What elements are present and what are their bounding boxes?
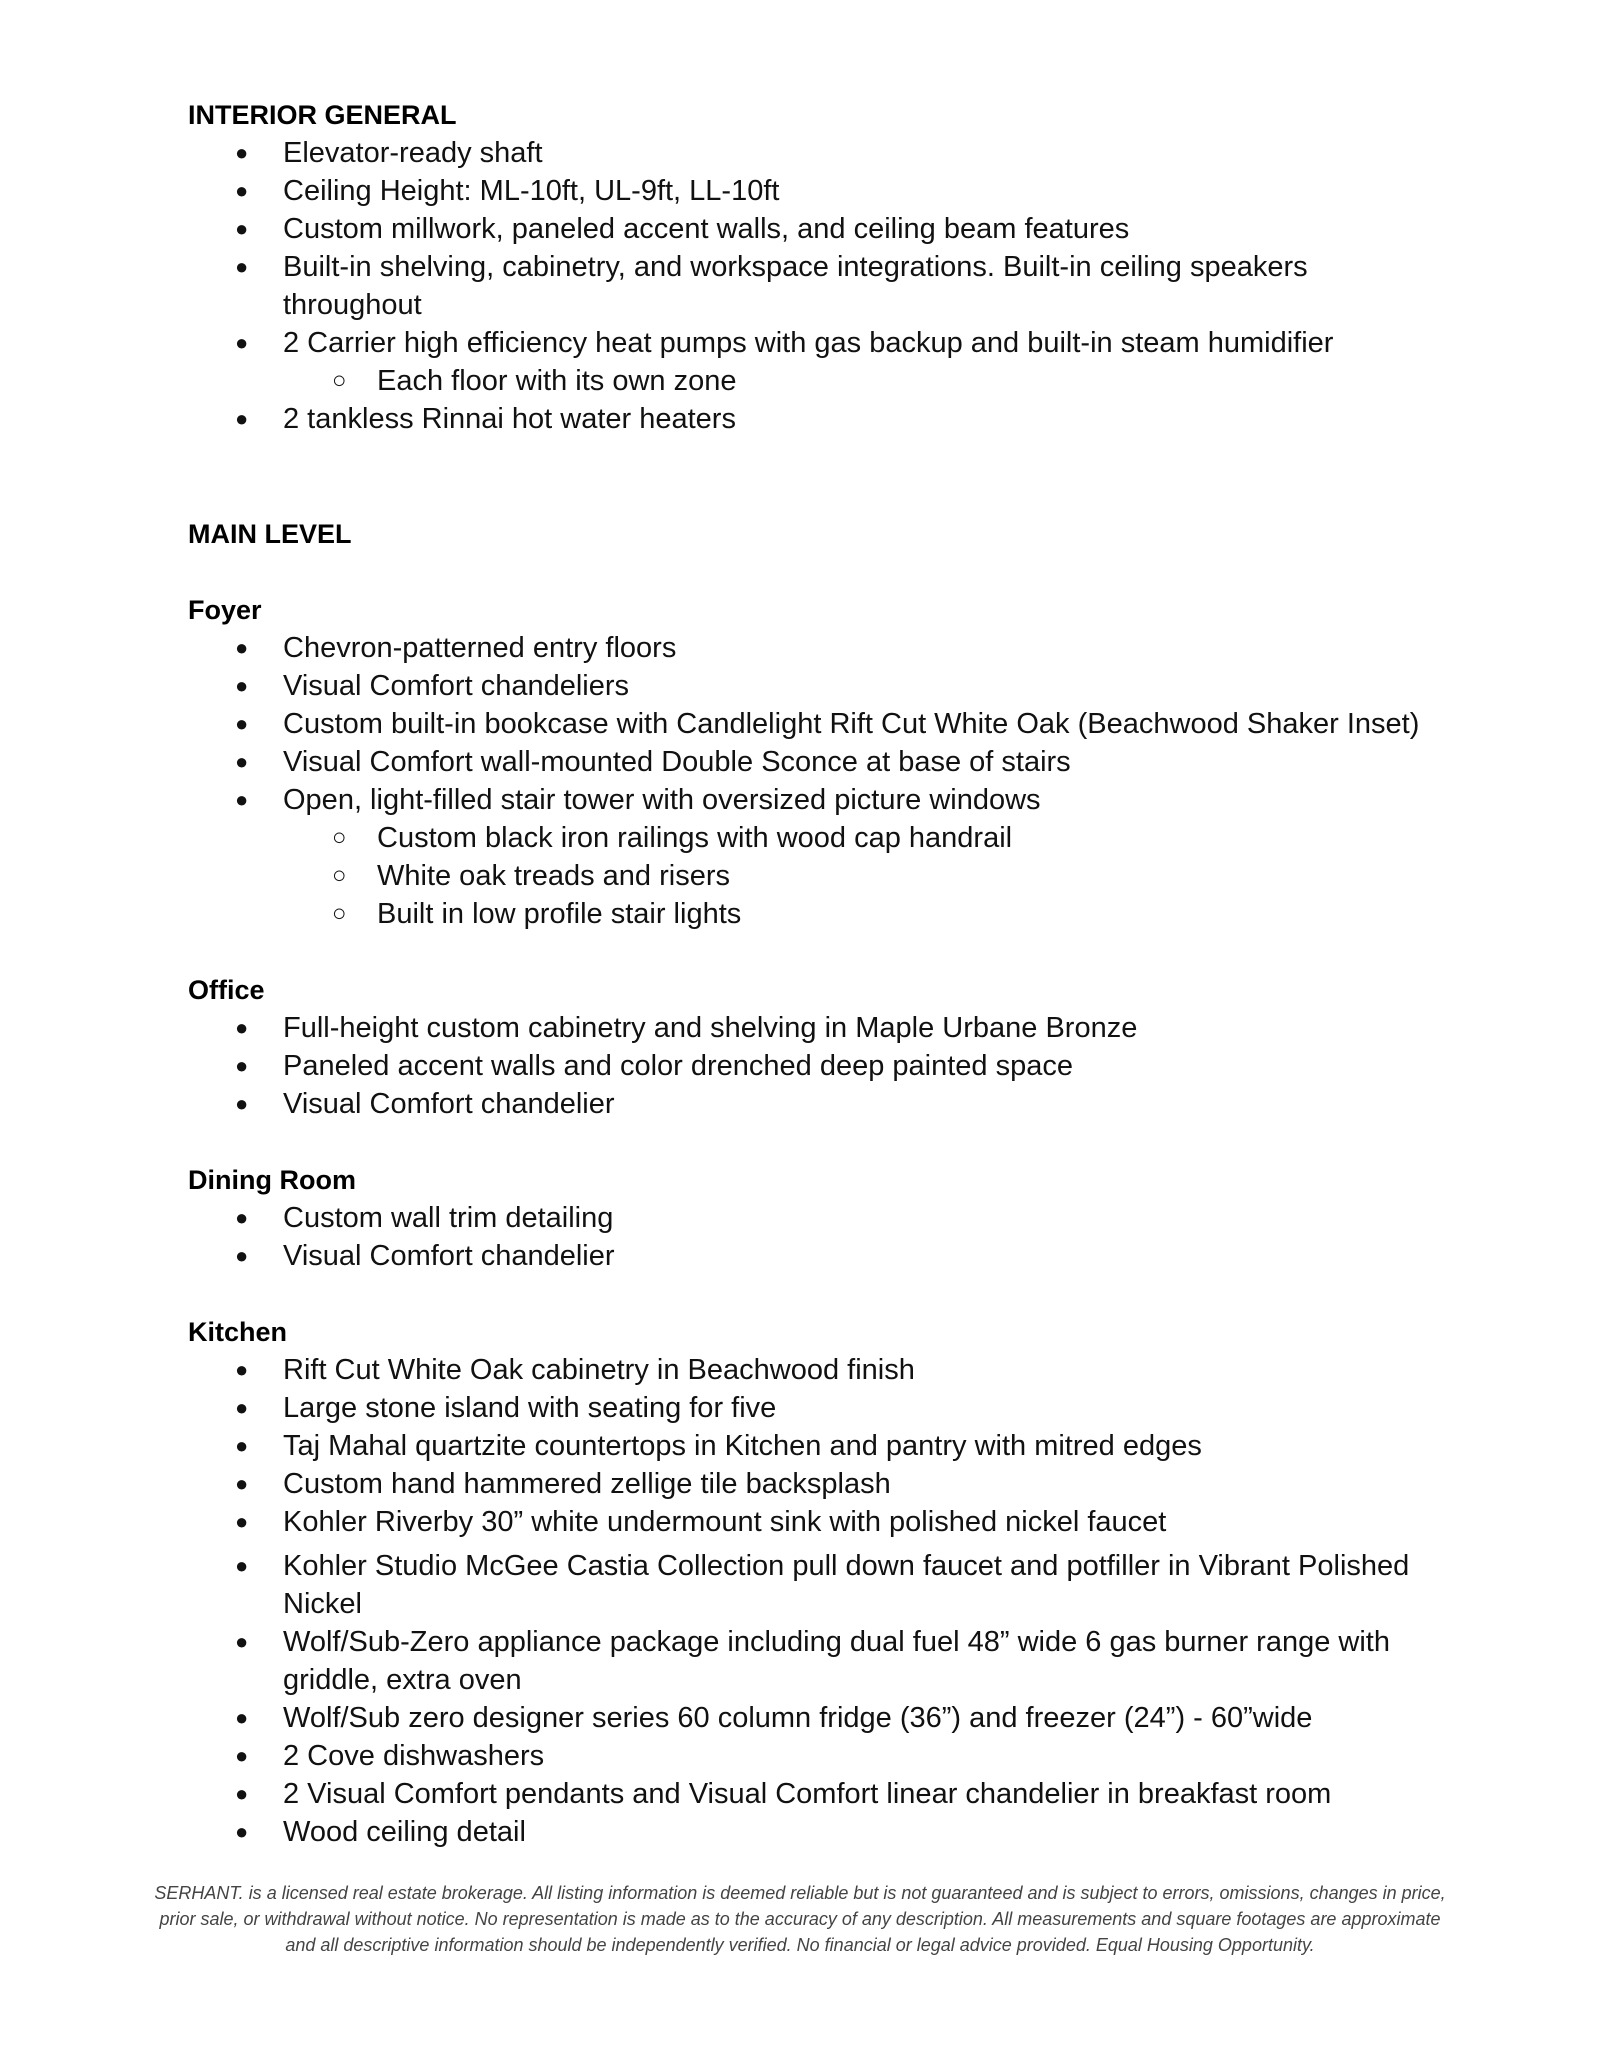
list-item: ● 2 Carrier high efficiency heat pumps with gas backup and built-in steam humidifier [283,324,1433,362]
list-item: ● Rift Cut White Oak cabinetry in Beachwood finish [283,1351,1433,1389]
list-item: ● Taj Mahal quartzite countertops in Kitchen and pantry with mitred edges [283,1427,1433,1465]
list-item: ● Custom built-in bookcase with Candlelight Rift Cut White Oak (Beachwood Shaker Inset) [283,705,1433,743]
bullet-icon: ● [235,254,249,279]
subsection-heading-dining-room: Dining Room [188,1165,356,1195]
list-item: ● Kohler Studio McGee Castia Collection pull down faucet and potfiller in Vibrant Polished Nickel [283,1547,1433,1623]
bullet-icon: ● [235,673,249,698]
list-item: ● 2 Cove dishwashers [283,1737,1433,1775]
sub-bullet-icon: ○ [332,367,347,394]
list-item: ● Full-height custom cabinetry and shelving in Maple Urbane Bronze [283,1009,1433,1047]
list-item: ● 2 tankless Rinnai hot water heaters [283,400,1433,438]
bullet-icon: ● [235,140,249,165]
bullet-icon: ● [235,787,249,812]
list-item: ● Kohler Riverby 30” white undermount sink with polished nickel faucet [283,1503,1433,1541]
bullet-icon: ● [235,711,249,736]
bullet-icon: ● [235,1629,249,1654]
bullet-icon: ● [235,1509,249,1534]
bullet-icon: ● [235,406,249,431]
bullet-icon: ● [235,1819,249,1844]
sub-bullet-icon: ○ [332,862,347,889]
bullet-icon: ● [235,635,249,660]
bullet-icon: ● [235,1091,249,1116]
bullet-icon: ● [235,1357,249,1382]
bullet-icon: ● [235,1243,249,1268]
bullet-icon: ● [235,1553,249,1578]
section-heading-interior-general: INTERIOR GENERAL [188,100,457,130]
bullet-icon: ● [235,1471,249,1496]
list-item: ● Ceiling Height: ML-10ft, UL-9ft, LL-10ft [283,172,1433,210]
sub-bullet-icon: ○ [332,900,347,927]
bullet-icon: ● [235,1705,249,1730]
bullet-icon: ● [235,216,249,241]
list-item: ● Visual Comfort chandelier [283,1237,1433,1275]
list-item: ● Wolf/Sub zero designer series 60 column fridge (36”) and freezer (24”) - 60”wide [283,1699,1433,1737]
list-item: ● Visual Comfort wall-mounted Double Sconce at base of stairs [283,743,1433,781]
bullet-icon: ● [235,1015,249,1040]
bullet-icon: ● [235,1433,249,1458]
legal-disclaimer: SERHANT. is a licensed real estate brokerage. All listing information is deemed reliable but is not guaranteed and is subject to errors, omissions, changes in price, prior sale, or withdrawal without notice. No representation is made as to the accuracy of any description. All measurements and square footages are approximate and all descriptive information should be independently verified. No financial or legal advice provided. Equal Housing Opportunity. [154,1883,1446,1955]
bullet-icon: ● [235,749,249,774]
sub-list-item: ○ Custom black iron railings with wood cap handrail [377,819,1427,857]
sub-list-item: ○ Each floor with its own zone [377,362,1427,400]
list-item: ● Custom millwork, paneled accent walls, and ceiling beam features [283,210,1433,248]
list-item: ● Open, light-filled stair tower with oversized picture windows [283,781,1433,819]
list-item: ● 2 Visual Comfort pendants and Visual Comfort linear chandelier in breakfast room [283,1775,1433,1813]
bullet-icon: ● [235,1053,249,1078]
list-item: ● Chevron-patterned entry floors [283,629,1433,667]
subsection-heading-foyer: Foyer [188,595,262,625]
list-item: ● Built-in shelving, cabinetry, and workspace integrations. Built-in ceiling speakers throughout [283,248,1433,324]
list-item: ● Paneled accent walls and color drenched deep painted space [283,1047,1433,1085]
list-item: ● Custom wall trim detailing [283,1199,1433,1237]
bullet-icon: ● [235,1395,249,1420]
bullet-icon: ● [235,178,249,203]
subsection-heading-kitchen: Kitchen [188,1317,288,1347]
list-item: ● Visual Comfort chandeliers [283,667,1433,705]
list-item: ● Custom hand hammered zellige tile backsplash [283,1465,1433,1503]
sub-bullet-icon: ○ [332,824,347,851]
list-item: ● Visual Comfort chandelier [283,1085,1433,1123]
bullet-icon: ● [235,1781,249,1806]
list-item: ● Wolf/Sub-Zero appliance package including dual fuel 48” wide 6 gas burner range with griddle, extra oven [283,1623,1433,1699]
list-item: ● Elevator-ready shaft [283,134,1433,172]
list-item: ● Large stone island with seating for five [283,1389,1433,1427]
section-heading-main-level: MAIN LEVEL [188,519,352,549]
subsection-heading-office: Office [188,975,265,1005]
list-item: ● Wood ceiling detail [283,1813,1433,1851]
sub-list-item: ○ Built in low profile stair lights [377,895,1427,933]
bullet-icon: ● [235,1743,249,1768]
bullet-icon: ● [235,330,249,355]
sub-list-item: ○ White oak treads and risers [377,857,1427,895]
bullet-icon: ● [235,1205,249,1230]
